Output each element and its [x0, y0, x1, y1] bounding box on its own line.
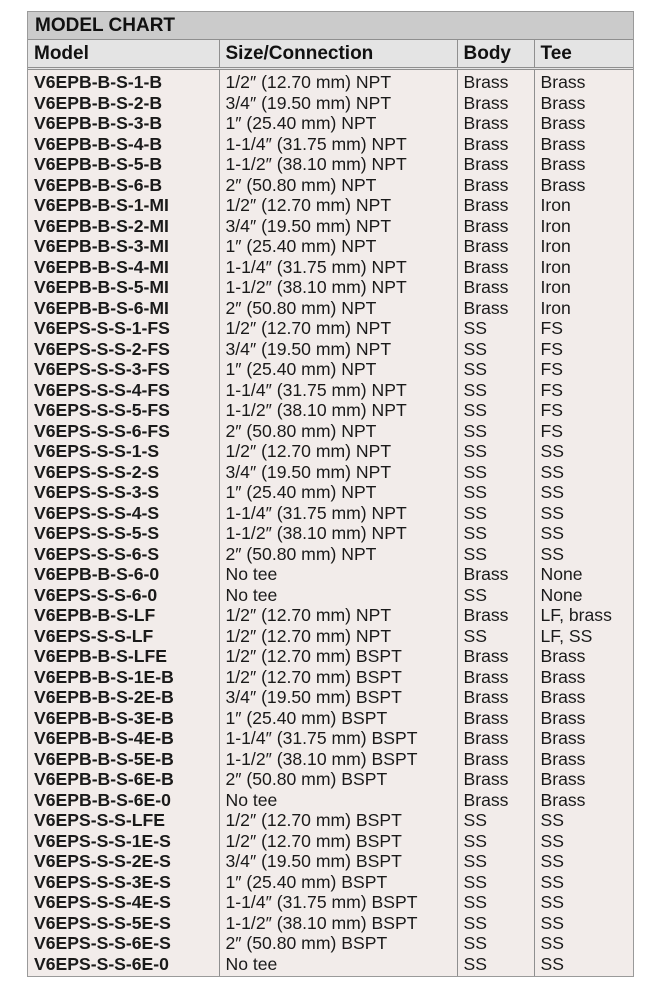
size-connection-cell: 1-1/2″ (38.10 mm) BSPT: [219, 913, 457, 934]
model-cell: V6EPS-S-S-2-FS: [34, 338, 170, 359]
table-row: [28, 954, 633, 977]
model-cell: V6EPB-B-S-6-B: [34, 174, 163, 195]
model-cell: V6EPB-B-S-4E-B: [34, 728, 174, 748]
tee-cell: Brass: [534, 154, 633, 175]
size-connection-cell: 1/2″ (12.70 mm) NPT: [219, 441, 457, 462]
tee-cell: Iron: [534, 277, 633, 298]
table-row: [28, 195, 633, 216]
model-cell: V6EPB-B-S-6E-B: [34, 769, 174, 789]
size-connection-cell: 3/4″ (19.50 mm) NPT: [219, 462, 457, 483]
tee-cell: FS: [534, 421, 633, 442]
tee-cell: Brass: [534, 728, 633, 749]
model-cell: V6EPB-B-S-1-MI: [34, 195, 169, 215]
tee-cell: Brass: [534, 93, 633, 114]
model-cell: V6EPB-B-S-LF: [34, 605, 156, 625]
tee-cell: Iron: [534, 298, 633, 319]
table-row: [28, 626, 633, 647]
body-cell: Brass: [457, 257, 534, 278]
tee-cell: FS: [534, 380, 633, 401]
body-cell: Brass: [457, 790, 534, 811]
size-connection-cell: 1/2″ (12.70 mm) BSPT: [219, 831, 457, 852]
size-connection-cell: 1/2″ (12.70 mm) NPT: [219, 626, 457, 647]
body-cell: Brass: [457, 93, 534, 114]
size-connection-cell: 1/2″ (12.70 mm) BSPT: [219, 667, 457, 688]
model-cell: V6EPB-B-S-2-B: [34, 92, 163, 113]
table-row: [28, 441, 633, 462]
body-cell: SS: [457, 831, 534, 852]
tee-cell: Brass: [534, 175, 633, 196]
size-connection-cell: 1/2″ (12.70 mm) NPT: [219, 605, 457, 626]
table-row: [28, 523, 633, 544]
table-row: [28, 544, 633, 565]
model-cell: V6EPB-B-S-LFE: [34, 646, 167, 666]
body-cell: SS: [457, 954, 534, 977]
body-cell: Brass: [457, 175, 534, 196]
size-connection-cell: 1-1/4″ (31.75 mm) BSPT: [219, 728, 457, 749]
table-row: [28, 113, 633, 134]
tee-cell: SS: [534, 810, 633, 831]
model-cell: V6EPS-S-S-4-S: [34, 502, 160, 523]
body-cell: SS: [457, 544, 534, 565]
model-cell: V6EPS-S-S-LFE: [34, 810, 165, 830]
size-connection-cell: 1-1/4″ (31.75 mm) NPT: [219, 503, 457, 524]
table-row: [28, 175, 633, 196]
size-connection-cell: 1-1/2″ (38.10 mm) NPT: [219, 523, 457, 544]
tee-cell: Brass: [534, 749, 633, 770]
table-row: [28, 769, 633, 790]
model-cell: V6EPS-S-S-3-FS: [34, 359, 170, 379]
model-cell: V6EPS-S-S-LF: [34, 625, 154, 646]
table-row: [28, 69, 633, 93]
model-cell: V6EPS-S-S-2-S: [34, 461, 160, 482]
size-connection-cell: 1-1/4″ (31.75 mm) NPT: [219, 380, 457, 401]
table-row: [28, 380, 633, 401]
table-row: [28, 154, 633, 175]
size-connection-cell: 1/2″ (12.70 mm) BSPT: [219, 646, 457, 667]
model-cell: V6EPS-S-S-2E-S: [34, 851, 171, 871]
model-cell: V6EPB-B-S-1E-B: [34, 666, 174, 687]
body-cell: SS: [457, 482, 534, 503]
model-cell: V6EPS-S-S-6-S: [34, 543, 160, 564]
body-cell: Brass: [457, 216, 534, 237]
body-cell: SS: [457, 872, 534, 893]
table-row: [28, 892, 633, 913]
model-cell: V6EPB-B-S-3E-B: [34, 707, 174, 728]
size-connection-cell: 1/2″ (12.70 mm) NPT: [219, 195, 457, 216]
model-cell: V6EPS-S-S-3E-S: [34, 871, 171, 892]
model-cell: V6EPS-S-S-4-FS: [34, 379, 170, 400]
model-cell: V6EPS-S-S-5E-S: [34, 912, 171, 933]
size-connection-cell: 1-1/4″ (31.75 mm) NPT: [219, 134, 457, 155]
size-connection-cell: 1-1/2″ (38.10 mm) NPT: [219, 400, 457, 421]
table-row: [28, 585, 633, 606]
size-connection-cell: 2″ (50.80 mm) NPT: [219, 421, 457, 442]
model-cell: V6EPB-B-S-3-MI: [34, 236, 169, 256]
size-connection-cell: 3/4″ (19.50 mm) NPT: [219, 216, 457, 237]
tee-cell: FS: [534, 318, 633, 339]
tee-cell: SS: [534, 462, 633, 483]
body-cell: SS: [457, 585, 534, 606]
body-cell: SS: [457, 626, 534, 647]
header-size-connection: Size/Connection: [219, 40, 457, 69]
tee-cell: Iron: [534, 236, 633, 257]
table-row: [28, 687, 633, 708]
body-cell: Brass: [457, 708, 534, 729]
table-row: [28, 933, 633, 954]
size-connection-cell: 1-1/2″ (38.10 mm) NPT: [219, 154, 457, 175]
model-cell: V6EPS-S-S-6-0: [34, 584, 158, 605]
model-cell: V6EPS-S-S-4E-S: [34, 892, 171, 912]
model-cell: V6EPB-B-S-3-B: [34, 113, 163, 133]
model-cell: V6EPS-S-S-6E-S: [34, 933, 171, 953]
model-table: [28, 40, 633, 976]
body-cell: Brass: [457, 69, 534, 93]
size-connection-cell: 1″ (25.40 mm) BSPT: [219, 872, 457, 893]
model-cell: V6EPB-B-S-4-MI: [34, 256, 169, 277]
header-row: [28, 40, 633, 69]
tee-cell: SS: [534, 523, 633, 544]
table-body: [28, 69, 633, 977]
size-connection-cell: No tee: [219, 954, 457, 977]
model-cell: V6EPS-S-S-1-FS: [34, 318, 170, 338]
tee-cell: Brass: [534, 646, 633, 667]
size-connection-cell: 3/4″ (19.50 mm) NPT: [219, 339, 457, 360]
model-cell: V6EPB-B-S-5-MI: [34, 277, 169, 297]
table-row: [28, 236, 633, 257]
tee-cell: Iron: [534, 257, 633, 278]
model-cell: V6EPS-S-S-6-FS: [34, 420, 170, 441]
body-cell: SS: [457, 462, 534, 483]
table-row: [28, 216, 633, 237]
body-cell: Brass: [457, 646, 534, 667]
size-connection-cell: 2″ (50.80 mm) NPT: [219, 544, 457, 565]
size-connection-cell: 2″ (50.80 mm) BSPT: [219, 933, 457, 954]
body-cell: SS: [457, 339, 534, 360]
size-connection-cell: 1/2″ (12.70 mm) BSPT: [219, 810, 457, 831]
tee-cell: None: [534, 585, 633, 606]
body-cell: SS: [457, 441, 534, 462]
size-connection-cell: 1″ (25.40 mm) NPT: [219, 482, 457, 503]
body-cell: Brass: [457, 728, 534, 749]
tee-cell: Brass: [534, 790, 633, 811]
model-cell: V6EPS-S-S-1-S: [34, 441, 160, 461]
table-row: [28, 503, 633, 524]
table-row: [28, 298, 633, 319]
tee-cell: SS: [534, 913, 633, 934]
body-cell: SS: [457, 851, 534, 872]
model-cell: V6EPB-B-S-5E-B: [34, 748, 174, 769]
tee-cell: Iron: [534, 195, 633, 216]
size-connection-cell: 1″ (25.40 mm) NPT: [219, 359, 457, 380]
body-cell: Brass: [457, 154, 534, 175]
body-cell: Brass: [457, 687, 534, 708]
body-cell: Brass: [457, 667, 534, 688]
table-row: [28, 728, 633, 749]
body-cell: Brass: [457, 749, 534, 770]
body-cell: SS: [457, 421, 534, 442]
table-row: [28, 913, 633, 934]
size-connection-cell: No tee: [219, 585, 457, 606]
body-cell: Brass: [457, 236, 534, 257]
tee-cell: SS: [534, 933, 633, 954]
body-cell: SS: [457, 318, 534, 339]
body-cell: SS: [457, 810, 534, 831]
tee-cell: FS: [534, 339, 633, 360]
size-connection-cell: 1″ (25.40 mm) BSPT: [219, 708, 457, 729]
model-cell: V6EPS-S-S-5-FS: [34, 400, 170, 420]
tee-cell: Brass: [534, 687, 633, 708]
table-row: [28, 646, 633, 667]
body-cell: Brass: [457, 769, 534, 790]
table-row: [28, 564, 633, 585]
tee-cell: SS: [534, 892, 633, 913]
size-connection-cell: 1″ (25.40 mm) NPT: [219, 236, 457, 257]
size-connection-cell: 3/4″ (19.50 mm) NPT: [219, 93, 457, 114]
body-cell: SS: [457, 913, 534, 934]
table-row: [28, 482, 633, 503]
body-cell: SS: [457, 892, 534, 913]
body-cell: Brass: [457, 298, 534, 319]
size-connection-cell: No tee: [219, 790, 457, 811]
body-cell: SS: [457, 933, 534, 954]
tee-cell: Iron: [534, 216, 633, 237]
table-row: [28, 462, 633, 483]
body-cell: Brass: [457, 195, 534, 216]
table-row: [28, 667, 633, 688]
body-cell: Brass: [457, 605, 534, 626]
tee-cell: FS: [534, 400, 633, 421]
size-connection-cell: 2″ (50.80 mm) NPT: [219, 298, 457, 319]
model-chart: [27, 11, 634, 977]
body-cell: SS: [457, 359, 534, 380]
model-cell: V6EPB-B-S-5-B: [34, 154, 163, 174]
model-cell: V6EPB-B-S-6-MI: [34, 297, 169, 318]
table-row: [28, 851, 633, 872]
tee-cell: Brass: [534, 769, 633, 790]
table-row: [28, 749, 633, 770]
body-cell: SS: [457, 400, 534, 421]
table-row: [28, 708, 633, 729]
table-row: [28, 257, 633, 278]
size-connection-cell: 1-1/4″ (31.75 mm) NPT: [219, 257, 457, 278]
model-cell: V6EPS-S-S-5-S: [34, 523, 160, 543]
model-cell: V6EPS-S-S-6E-0: [34, 953, 169, 974]
tee-cell: SS: [534, 851, 633, 872]
table-row: [28, 93, 633, 114]
model-cell: V6EPB-B-S-1-B: [34, 72, 163, 92]
table-row: [28, 134, 633, 155]
body-cell: SS: [457, 380, 534, 401]
tee-cell: SS: [534, 831, 633, 852]
model-cell: V6EPS-S-S-3-S: [34, 482, 160, 502]
body-cell: Brass: [457, 277, 534, 298]
table-row: [28, 605, 633, 626]
table-row: [28, 790, 633, 811]
tee-cell: LF, SS: [534, 626, 633, 647]
body-cell: SS: [457, 523, 534, 544]
size-connection-cell: 1/2″ (12.70 mm) NPT: [219, 318, 457, 339]
model-cell: V6EPB-B-S-4-B: [34, 133, 163, 154]
body-cell: Brass: [457, 134, 534, 155]
model-cell: V6EPS-S-S-1E-S: [34, 830, 171, 851]
body-cell: Brass: [457, 564, 534, 585]
size-connection-cell: 1-1/2″ (38.10 mm) NPT: [219, 277, 457, 298]
size-connection-cell: 3/4″ (19.50 mm) BSPT: [219, 851, 457, 872]
model-cell: V6EPB-B-S-6E-0: [34, 789, 171, 810]
table-row: [28, 359, 633, 380]
model-cell: V6EPB-B-S-2-MI: [34, 215, 169, 236]
model-cell: V6EPB-B-S-6-0: [34, 564, 160, 584]
tee-cell: SS: [534, 482, 633, 503]
table-row: [28, 277, 633, 298]
tee-cell: LF, brass: [534, 605, 633, 626]
chart-title: MODEL CHART: [28, 12, 633, 40]
size-connection-cell: 1-1/4″ (31.75 mm) BSPT: [219, 892, 457, 913]
size-connection-cell: No tee: [219, 564, 457, 585]
tee-cell: SS: [534, 872, 633, 893]
header-tee: Tee: [534, 40, 633, 69]
table-row: [28, 318, 633, 339]
tee-cell: FS: [534, 359, 633, 380]
tee-cell: Brass: [534, 113, 633, 134]
tee-cell: Brass: [534, 708, 633, 729]
tee-cell: Brass: [534, 69, 633, 93]
tee-cell: Brass: [534, 134, 633, 155]
table-row: [28, 810, 633, 831]
size-connection-cell: 1″ (25.40 mm) NPT: [219, 113, 457, 134]
table-row: [28, 400, 633, 421]
size-connection-cell: 2″ (50.80 mm) NPT: [219, 175, 457, 196]
tee-cell: SS: [534, 503, 633, 524]
tee-cell: Brass: [534, 667, 633, 688]
body-cell: SS: [457, 503, 534, 524]
tee-cell: SS: [534, 954, 633, 977]
tee-cell: SS: [534, 544, 633, 565]
table-row: [28, 872, 633, 893]
model-cell: V6EPB-B-S-2E-B: [34, 687, 174, 707]
header-body: Body: [457, 40, 534, 69]
body-cell: Brass: [457, 113, 534, 134]
header-model: Model: [28, 40, 219, 69]
size-connection-cell: 1/2″ (12.70 mm) NPT: [219, 69, 457, 93]
table-row: [28, 339, 633, 360]
table-row: [28, 831, 633, 852]
table-row: [28, 421, 633, 442]
size-connection-cell: 1-1/2″ (38.10 mm) BSPT: [219, 749, 457, 770]
size-connection-cell: 3/4″ (19.50 mm) BSPT: [219, 687, 457, 708]
tee-cell: SS: [534, 441, 633, 462]
tee-cell: None: [534, 564, 633, 585]
size-connection-cell: 2″ (50.80 mm) BSPT: [219, 769, 457, 790]
